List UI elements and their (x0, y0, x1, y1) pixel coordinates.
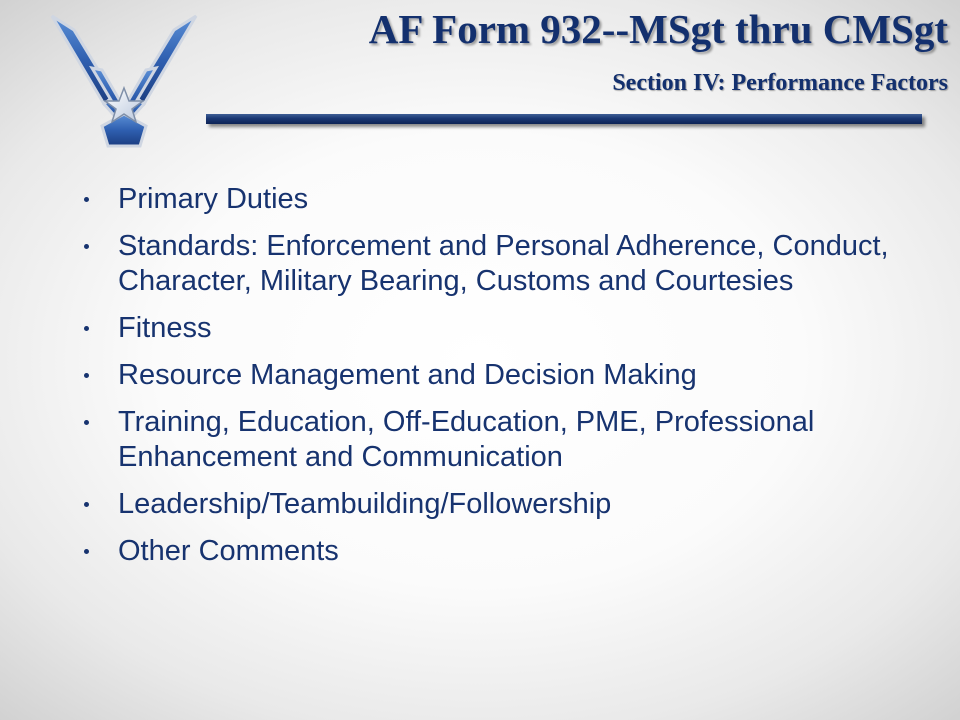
bullet-item (84, 358, 954, 393)
bullet-item (84, 311, 954, 346)
bullet-text: Standards: Enforcement and Personal Adherence, Conduct, Character, Military Bearing, Customs and Courtesies (118, 230, 889, 297)
bullet-item (84, 405, 954, 475)
bullet-dot-icon (84, 197, 89, 202)
bullet-text: Leadership/Teambuilding/Followership (118, 488, 612, 520)
title-divider (206, 114, 922, 124)
bullet-dot-icon (84, 420, 89, 425)
bullet-text: Training, Education, Off-Education, PME, Professional Enhancement and Communication (118, 406, 815, 473)
bullet-dot-icon (84, 244, 89, 249)
bullet-dot-icon (84, 502, 89, 507)
bullet-dot-icon (84, 549, 89, 554)
page-title: AF Form 932--MSgt thru CMSgt (368, 6, 948, 52)
bullet-text: Primary Duties (118, 183, 309, 215)
bullet-text: Other Comments (118, 535, 339, 567)
bullet-dot-icon (84, 326, 89, 331)
bullet-item (84, 487, 954, 522)
bullet-list (84, 182, 954, 581)
bullet-item (84, 182, 954, 217)
page-subtitle: Section IV: Performance Factors (612, 70, 948, 96)
air-force-wings-icon (44, 4, 204, 156)
bullet-dot-icon (84, 373, 89, 378)
bullet-item (84, 534, 954, 569)
bullet-text: Resource Management and Decision Making (118, 359, 697, 391)
bullet-text: Fitness (118, 312, 212, 344)
bullet-item (84, 229, 954, 299)
